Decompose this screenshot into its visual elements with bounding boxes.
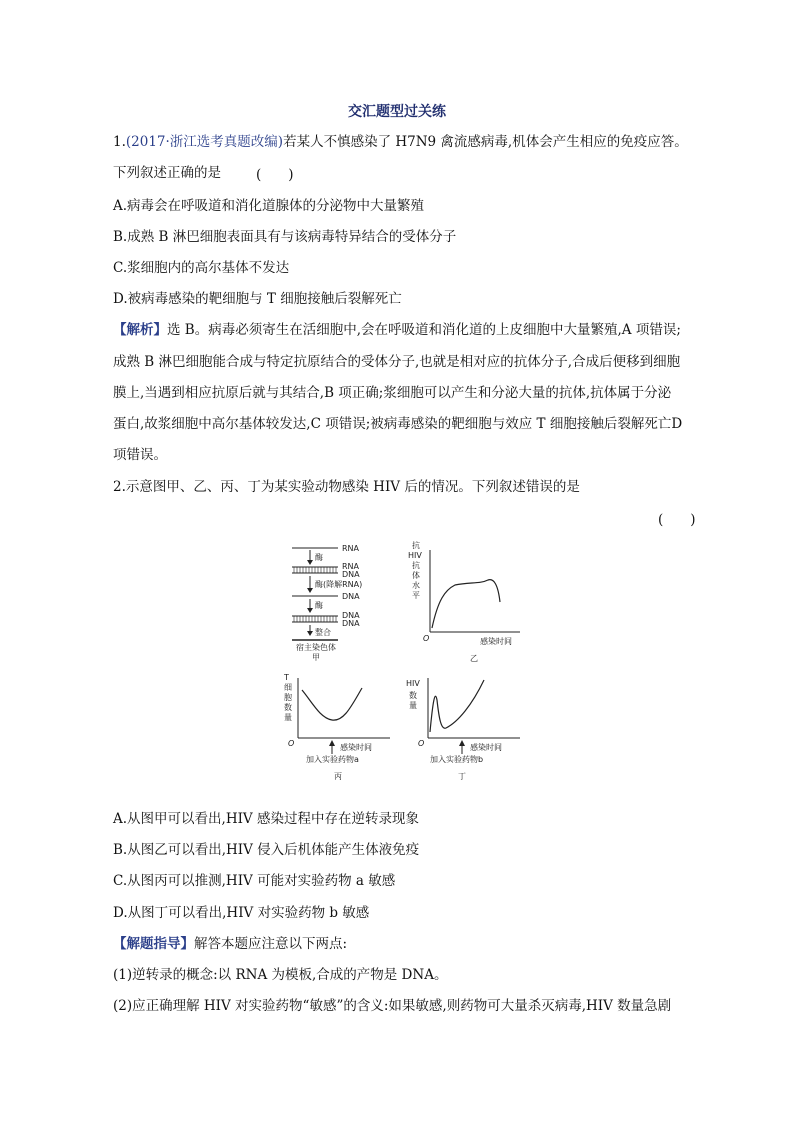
jia-label: 甲 xyxy=(312,653,320,662)
yi-ylabel-0: 抗 xyxy=(412,541,420,550)
q2-guide-line xyxy=(113,934,347,954)
bing-ylabel-1: 细 xyxy=(284,683,292,692)
jia-dna-c: DNA xyxy=(342,611,360,620)
jia-enzyme-2: 酶(降解RNA) xyxy=(315,580,363,589)
jia-dna-b: DNA xyxy=(342,592,360,601)
hiv-figure xyxy=(280,540,540,785)
yi-origin: O xyxy=(423,634,430,643)
q2-option-c: C.从图丙可以推测,HIV 可能对实验药物 a 敏感 xyxy=(113,873,396,889)
figure-bing xyxy=(283,673,390,781)
ding-label: 丁 xyxy=(458,772,466,781)
q2-option-d: D.从图丁可以看出,HIV 对实验药物 b 敏感 xyxy=(113,905,370,921)
q1-stem-1: 若某人不慎感染了 H7N9 禽流感病毒,机体会产生相应的免疫应答。 xyxy=(283,134,688,150)
jia-rna: RNA xyxy=(342,544,360,553)
figure-ding xyxy=(406,678,520,781)
bing-curve xyxy=(302,688,362,720)
q2-stem: 2.示意图甲、乙、丙、丁为某实验动物感染 HIV 后的情况。下列叙述错误的是 xyxy=(113,479,580,495)
q2-point-1: (1)逆转录的概念:以 RNA 为模板,合成的产物是 DNA。 xyxy=(113,967,448,983)
q2-option-a: A.从图甲可以看出,HIV 感染过程中存在逆转录现象 xyxy=(113,811,419,827)
bing-drug: 加入实验药物a xyxy=(306,755,359,764)
guide-tag: 【解题指导】 xyxy=(113,936,194,952)
figure-jia xyxy=(292,544,362,662)
q1-analysis-line-3: 膜上,当遇到相应抗原后就与其结合,B 项正确;浆细胞可以产生和分泌大量的抗体,抗体属于分泌 xyxy=(113,385,672,401)
q1-option-c: C.浆细胞内的高尔基体不发达 xyxy=(113,260,290,276)
bing-ylabel-0: T xyxy=(284,673,289,682)
q1-option-a: A.病毒会在呼吸道和消化道腺体的分泌物中大量繁殖 xyxy=(113,198,425,214)
guide-text: 解答本题应注意以下两点: xyxy=(194,936,348,952)
ding-ylabel-0: HIV xyxy=(406,679,420,688)
ding-ylabel-2: 量 xyxy=(409,701,417,710)
q1-option-b: B.成熟 B 淋巴细胞表面具有与该病毒特异结合的受体分子 xyxy=(113,229,457,245)
ding-origin: O xyxy=(418,739,425,748)
q2-answer-paren: ( ) xyxy=(658,512,696,528)
bing-ylabel-3: 数 xyxy=(284,703,292,712)
q2-option-b: B.从图乙可以看出,HIV 侵入后机体能产生体液免疫 xyxy=(113,842,420,858)
analysis-tag: 【解析】 xyxy=(113,322,167,338)
yi-ylabel-4: 水 xyxy=(412,581,420,590)
q2-point-2: (2)应正确理解 HIV 对实验药物“敏感”的含义:如果敏感,则药物可大量杀灭病毒,HIV 数量急剧 xyxy=(113,998,672,1014)
yi-ylabel-1: HIV xyxy=(408,551,422,560)
ding-ylabel-1: 数 xyxy=(409,691,417,700)
q1-stem-line-2 xyxy=(113,163,221,183)
bing-xlabel: 感染时间 xyxy=(340,743,372,752)
page-title: 交汇题型过关练 xyxy=(348,104,446,120)
analysis-text-1: 选 B。病毒必须寄生在活细胞中,会在呼吸道和消化道的上皮细胞中大量繁殖,A 项错误; xyxy=(167,322,681,338)
ding-drug: 加入实验药物b xyxy=(430,755,484,764)
q1-answer-paren: ( ) xyxy=(256,167,294,183)
yi-ylabel-2: 抗 xyxy=(412,561,420,570)
bing-label: 丙 xyxy=(334,772,342,781)
yi-xlabel: 感染时间 xyxy=(480,637,512,646)
q1-analysis-line-2: 成熟 B 淋巴细胞能合成与特定抗原结合的受体分子,也就是相对应的抗体分子,合成后便移到细胞 xyxy=(113,354,681,370)
yi-ylabel-5: 平 xyxy=(412,591,420,600)
q1-analysis-line-5: 项错误。 xyxy=(113,447,167,463)
bing-ylabel-2: 胞 xyxy=(284,693,292,702)
q1-source: (2017·浙江选考真题改编) xyxy=(125,134,284,150)
q1-analysis-line-1 xyxy=(113,320,681,340)
jia-rna-2: RNA xyxy=(342,562,360,571)
yi-label: 乙 xyxy=(470,654,478,663)
jia-enzyme-3: 酶 xyxy=(315,601,323,610)
q1-analysis-line-4: 蛋白,故浆细胞中高尔基体较发达,C 项错误;被病毒感染的靶细胞与效应 T 细胞接触后裂解死亡D xyxy=(113,416,683,432)
q1-stem-line-1 xyxy=(113,132,688,152)
jia-dna-d: DNA xyxy=(342,619,360,628)
q1-stem-2: 下列叙述正确的是 xyxy=(113,165,221,181)
bing-origin: O xyxy=(288,739,295,748)
figure-yi xyxy=(408,540,520,663)
yi-ylabel-3: 体 xyxy=(412,571,420,580)
jia-integrate: 整合 xyxy=(315,628,331,637)
jia-enzyme-1: 酶 xyxy=(315,553,323,562)
bing-ylabel-4: 量 xyxy=(284,713,292,722)
ding-xlabel: 感染时间 xyxy=(470,743,502,752)
q1-option-d: D.被病毒感染的靶细胞与 T 细胞接触后裂解死亡 xyxy=(113,291,402,307)
ding-curve xyxy=(430,680,484,732)
q1-number: 1. xyxy=(113,134,126,150)
jia-dna-a: DNA xyxy=(342,570,360,579)
jia-host-chromosome: 宿主染色体 xyxy=(296,643,336,652)
yi-curve xyxy=(432,580,500,628)
